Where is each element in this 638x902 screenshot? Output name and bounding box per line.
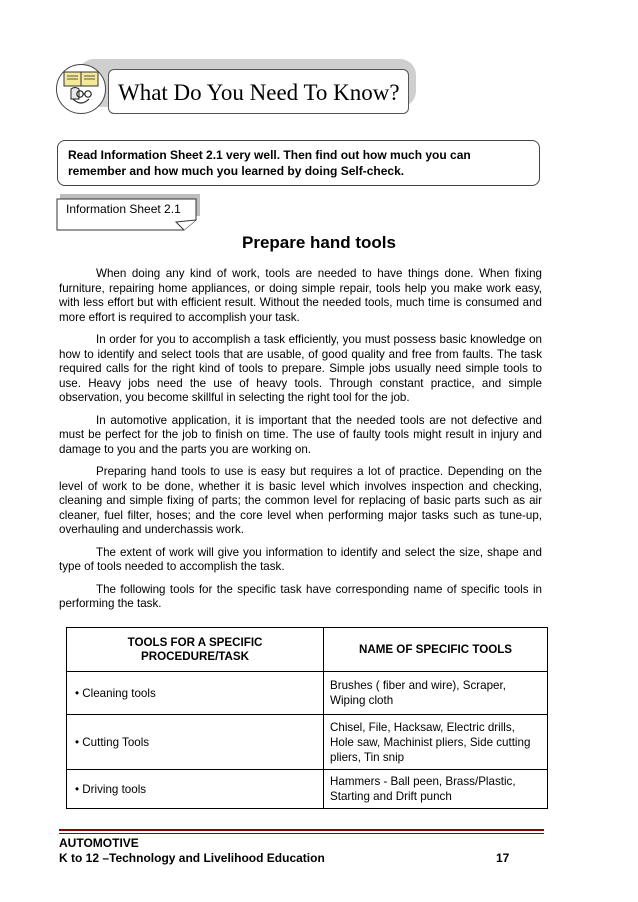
book-reader-icon bbox=[57, 65, 105, 113]
table-row bbox=[67, 770, 548, 809]
paragraph: The following tools for the specific task have corresponding name of specific tools in performing the task. bbox=[59, 582, 542, 610]
page-title: Prepare hand tools bbox=[242, 233, 396, 252]
body-text bbox=[59, 267, 542, 620]
table-header-row bbox=[67, 628, 548, 672]
banner-icon-circle bbox=[56, 64, 106, 114]
banner-title: What Do You Need To Know? bbox=[118, 80, 400, 105]
table-cell: • Driving tools bbox=[67, 770, 324, 809]
column-header: TOOLS FOR A SPECIFIC PROCEDURE/TASK bbox=[67, 628, 324, 672]
page-number: 17 bbox=[496, 851, 510, 865]
table-cell: • Cleaning tools bbox=[67, 672, 324, 715]
paragraph: Preparing hand tools to use is easy but requires a lot of practice. Depending on the level of work to be done, whether it is basic level which involves inspection and checking, cleaning and simple fixing of parts; the common level for replacing of basic parts such as air cleaner, fuel filter, hoses; and the core level when performing major tasks such as tune-up, overhauling and underchassis work. bbox=[59, 465, 542, 536]
table-cell: • Cutting Tools bbox=[67, 715, 324, 770]
table-cell: Hammers - Ball peen, Brass/Plastic, Starting and Drift punch bbox=[324, 770, 548, 809]
table-cell: Brushes ( fiber and wire), Scraper, Wiping cloth bbox=[324, 672, 548, 715]
table-row bbox=[67, 672, 548, 715]
paragraph: In order for you to accomplish a task efficiently, you must possess basic knowledge on how to identify and select tools that are usable, of good quality and free from faults. The task required calls for the right kind of tools to prepare. Simple jobs usually need simple tools to use. Heavy jobs need the use of heavy tools. Through constant practice, and simple observation, you become skillful in selecting the right tool for the job. bbox=[59, 333, 542, 404]
info-sheet-tag: Information Sheet 2.1 bbox=[66, 202, 181, 216]
footer-course: K to 12 –Technology and Livelihood Education bbox=[59, 851, 325, 865]
instruction-box: Read Information Sheet 2.1 very well. Then find out how much you can remember and how much you learned by doing Self-check. bbox=[57, 140, 540, 186]
column-header: NAME OF SPECIFIC TOOLS bbox=[324, 628, 548, 672]
footer-subject: AUTOMOTIVE bbox=[59, 836, 139, 850]
footer-rule bbox=[59, 833, 544, 834]
paragraph: In automotive application, it is important that the needed tools are not defective and must be perfect for the job to finish on time. The use of faulty tools might result in injury and damage to you and the parts you are working on. bbox=[59, 413, 542, 456]
table-row bbox=[67, 715, 548, 770]
footer-rule bbox=[59, 829, 544, 831]
tools-table bbox=[66, 627, 548, 809]
table-cell: Chisel, File, Hacksaw, Electric drills, Hole saw, Machinist pliers, Side cutting pliers, Tin snip bbox=[324, 715, 548, 770]
paragraph: The extent of work will give you information to identify and select the size, shape and type of tools needed to accomplish the task. bbox=[59, 545, 542, 573]
paragraph: When doing any kind of work, tools are needed to have things done. When fixing furniture, repairing home appliances, or doing simple repair, tools help you make work easy, with less effort but with efficient result. Without the needed tools, much time is consumed and more effort is required to accomplish your task. bbox=[59, 267, 542, 324]
